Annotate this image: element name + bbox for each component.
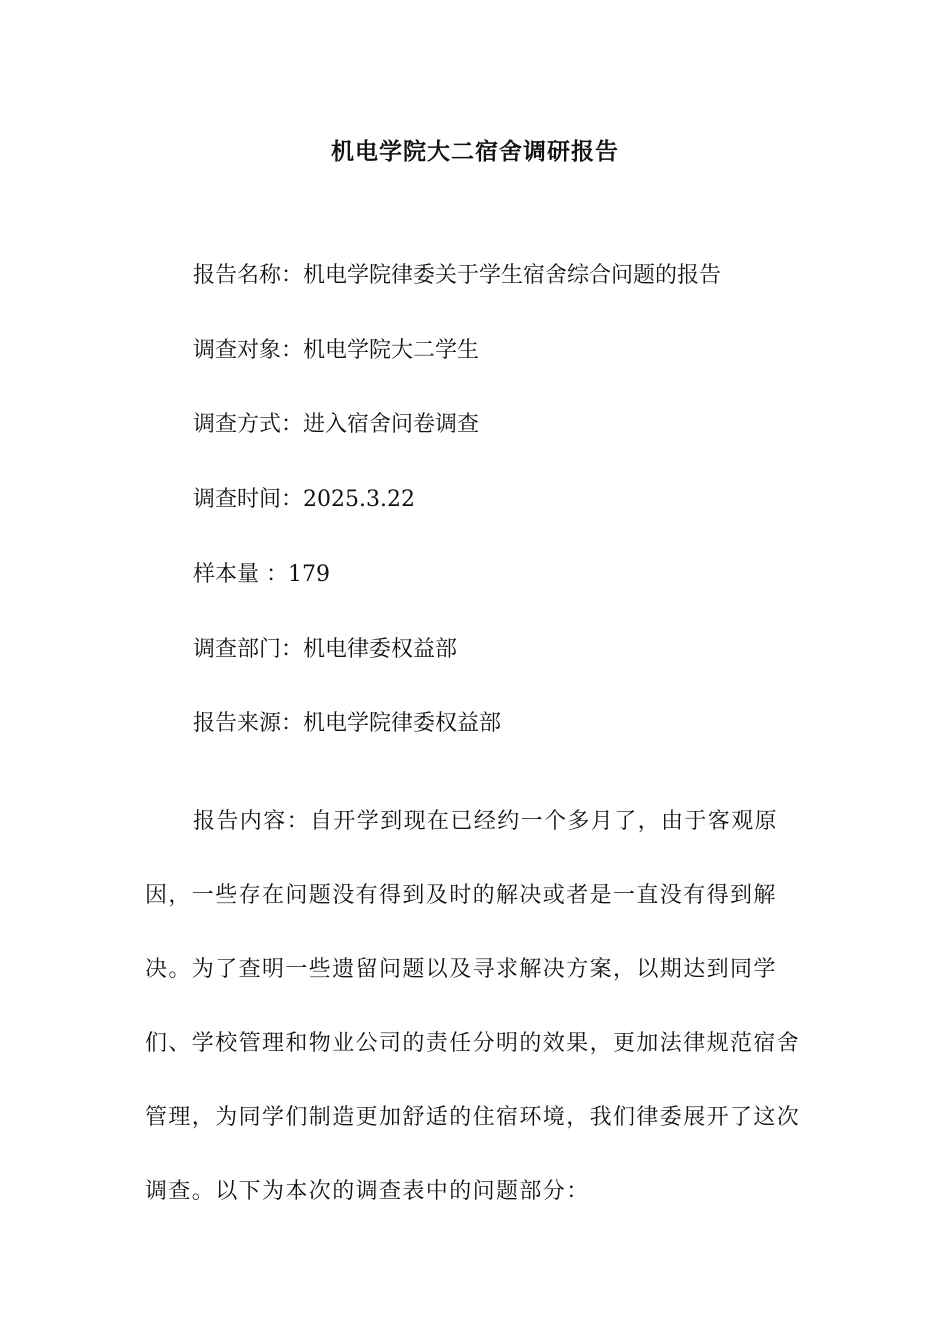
document-title: 机电学院大二宿舍调研报告 — [331, 139, 619, 165]
field-survey-department: 调查部门：机电律委权益部 — [193, 637, 458, 662]
field-survey-subject: 调查对象：机电学院大二学生 — [193, 338, 480, 363]
field-survey-date: 调查时间：2025.3.22 — [193, 487, 415, 512]
field-sample-size: 样本量 ：179 — [193, 562, 330, 587]
report-content-paragraph: 报告内容：自开学到现在已经约一个多月了，由于客观原因，一些存在问题没有得到及时的解决或者是一直没有得到解决。为了查明一些遗留问题以及寻求解决方案，以期达到同学们、学校管理和物业公司的责任分明的效果，更加法律规范宿舍管理，为同学们制造更加舒适的住宿环境，我们律委展开了这次调查。以下为本次的调查表中的问题部分： — [145, 809, 801, 1204]
field-survey-method: 调查方式：进入宿舍问卷调查 — [193, 412, 480, 437]
field-report-name: 报告名称：机电学院律委关于学生宿舍综合问题的报告 — [193, 263, 722, 288]
field-report-source: 报告来源：机电学院律委权益部 — [193, 711, 502, 736]
